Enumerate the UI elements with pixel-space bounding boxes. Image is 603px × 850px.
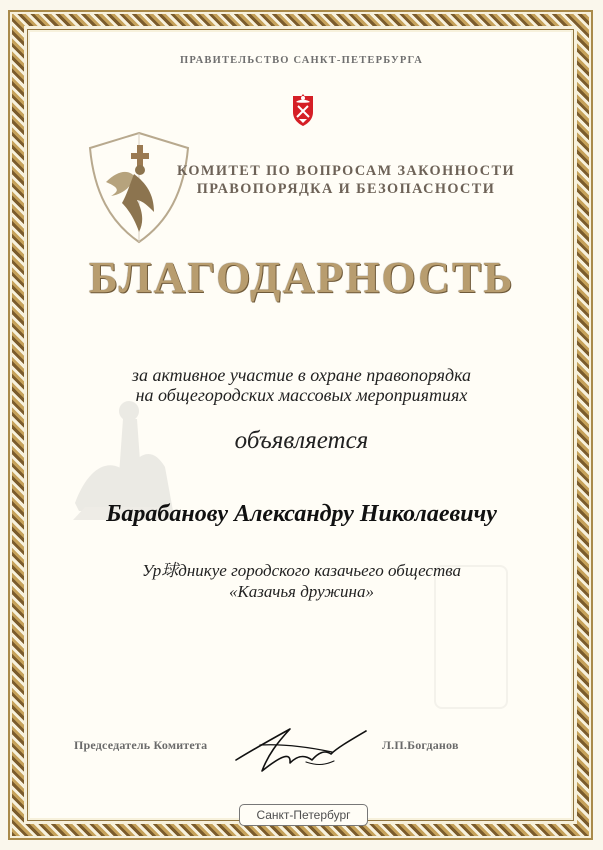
committee-line-1: КОМИТЕТ ПО ВОПРОСАМ ЗАКОННОСТИ <box>177 163 515 179</box>
signatory-name: Л.П.Богданов <box>382 738 459 752</box>
award-reason-line-2: на общегородских массовых мероприятиях <box>135 385 468 405</box>
recipient-rank-line-2: «Казачья дружина» <box>229 582 374 601</box>
award-reason-line-1: за активное участие в охране правопорядка <box>131 365 472 385</box>
recipient-rank <box>0 560 603 602</box>
recipient-rank-line-1: Ур球дникуe городского казачьего общества <box>141 561 462 580</box>
committee-name <box>156 162 536 198</box>
city-label: Санкт-Петербург <box>239 804 368 826</box>
handwritten-signature <box>232 718 370 780</box>
certificate-title: БЛАГОДАРНОСТЬ <box>88 253 515 302</box>
announcement-text: объявляется <box>234 427 369 454</box>
recipient-name: Барабанову Александру Николаевичу <box>106 501 497 527</box>
award-reason <box>0 365 603 405</box>
committee-line-2: ПРАВОПОРЯДКА И БЕЗОПАСНОСТИ <box>196 181 496 197</box>
st-petersburg-coat-of-arms-icon <box>291 92 315 126</box>
signatory-position: Председатель Комитета <box>74 738 208 752</box>
government-heading: ПРАВИТЕЛЬСТВО САНКТ-ПЕТЕРБУРГА <box>179 55 424 66</box>
